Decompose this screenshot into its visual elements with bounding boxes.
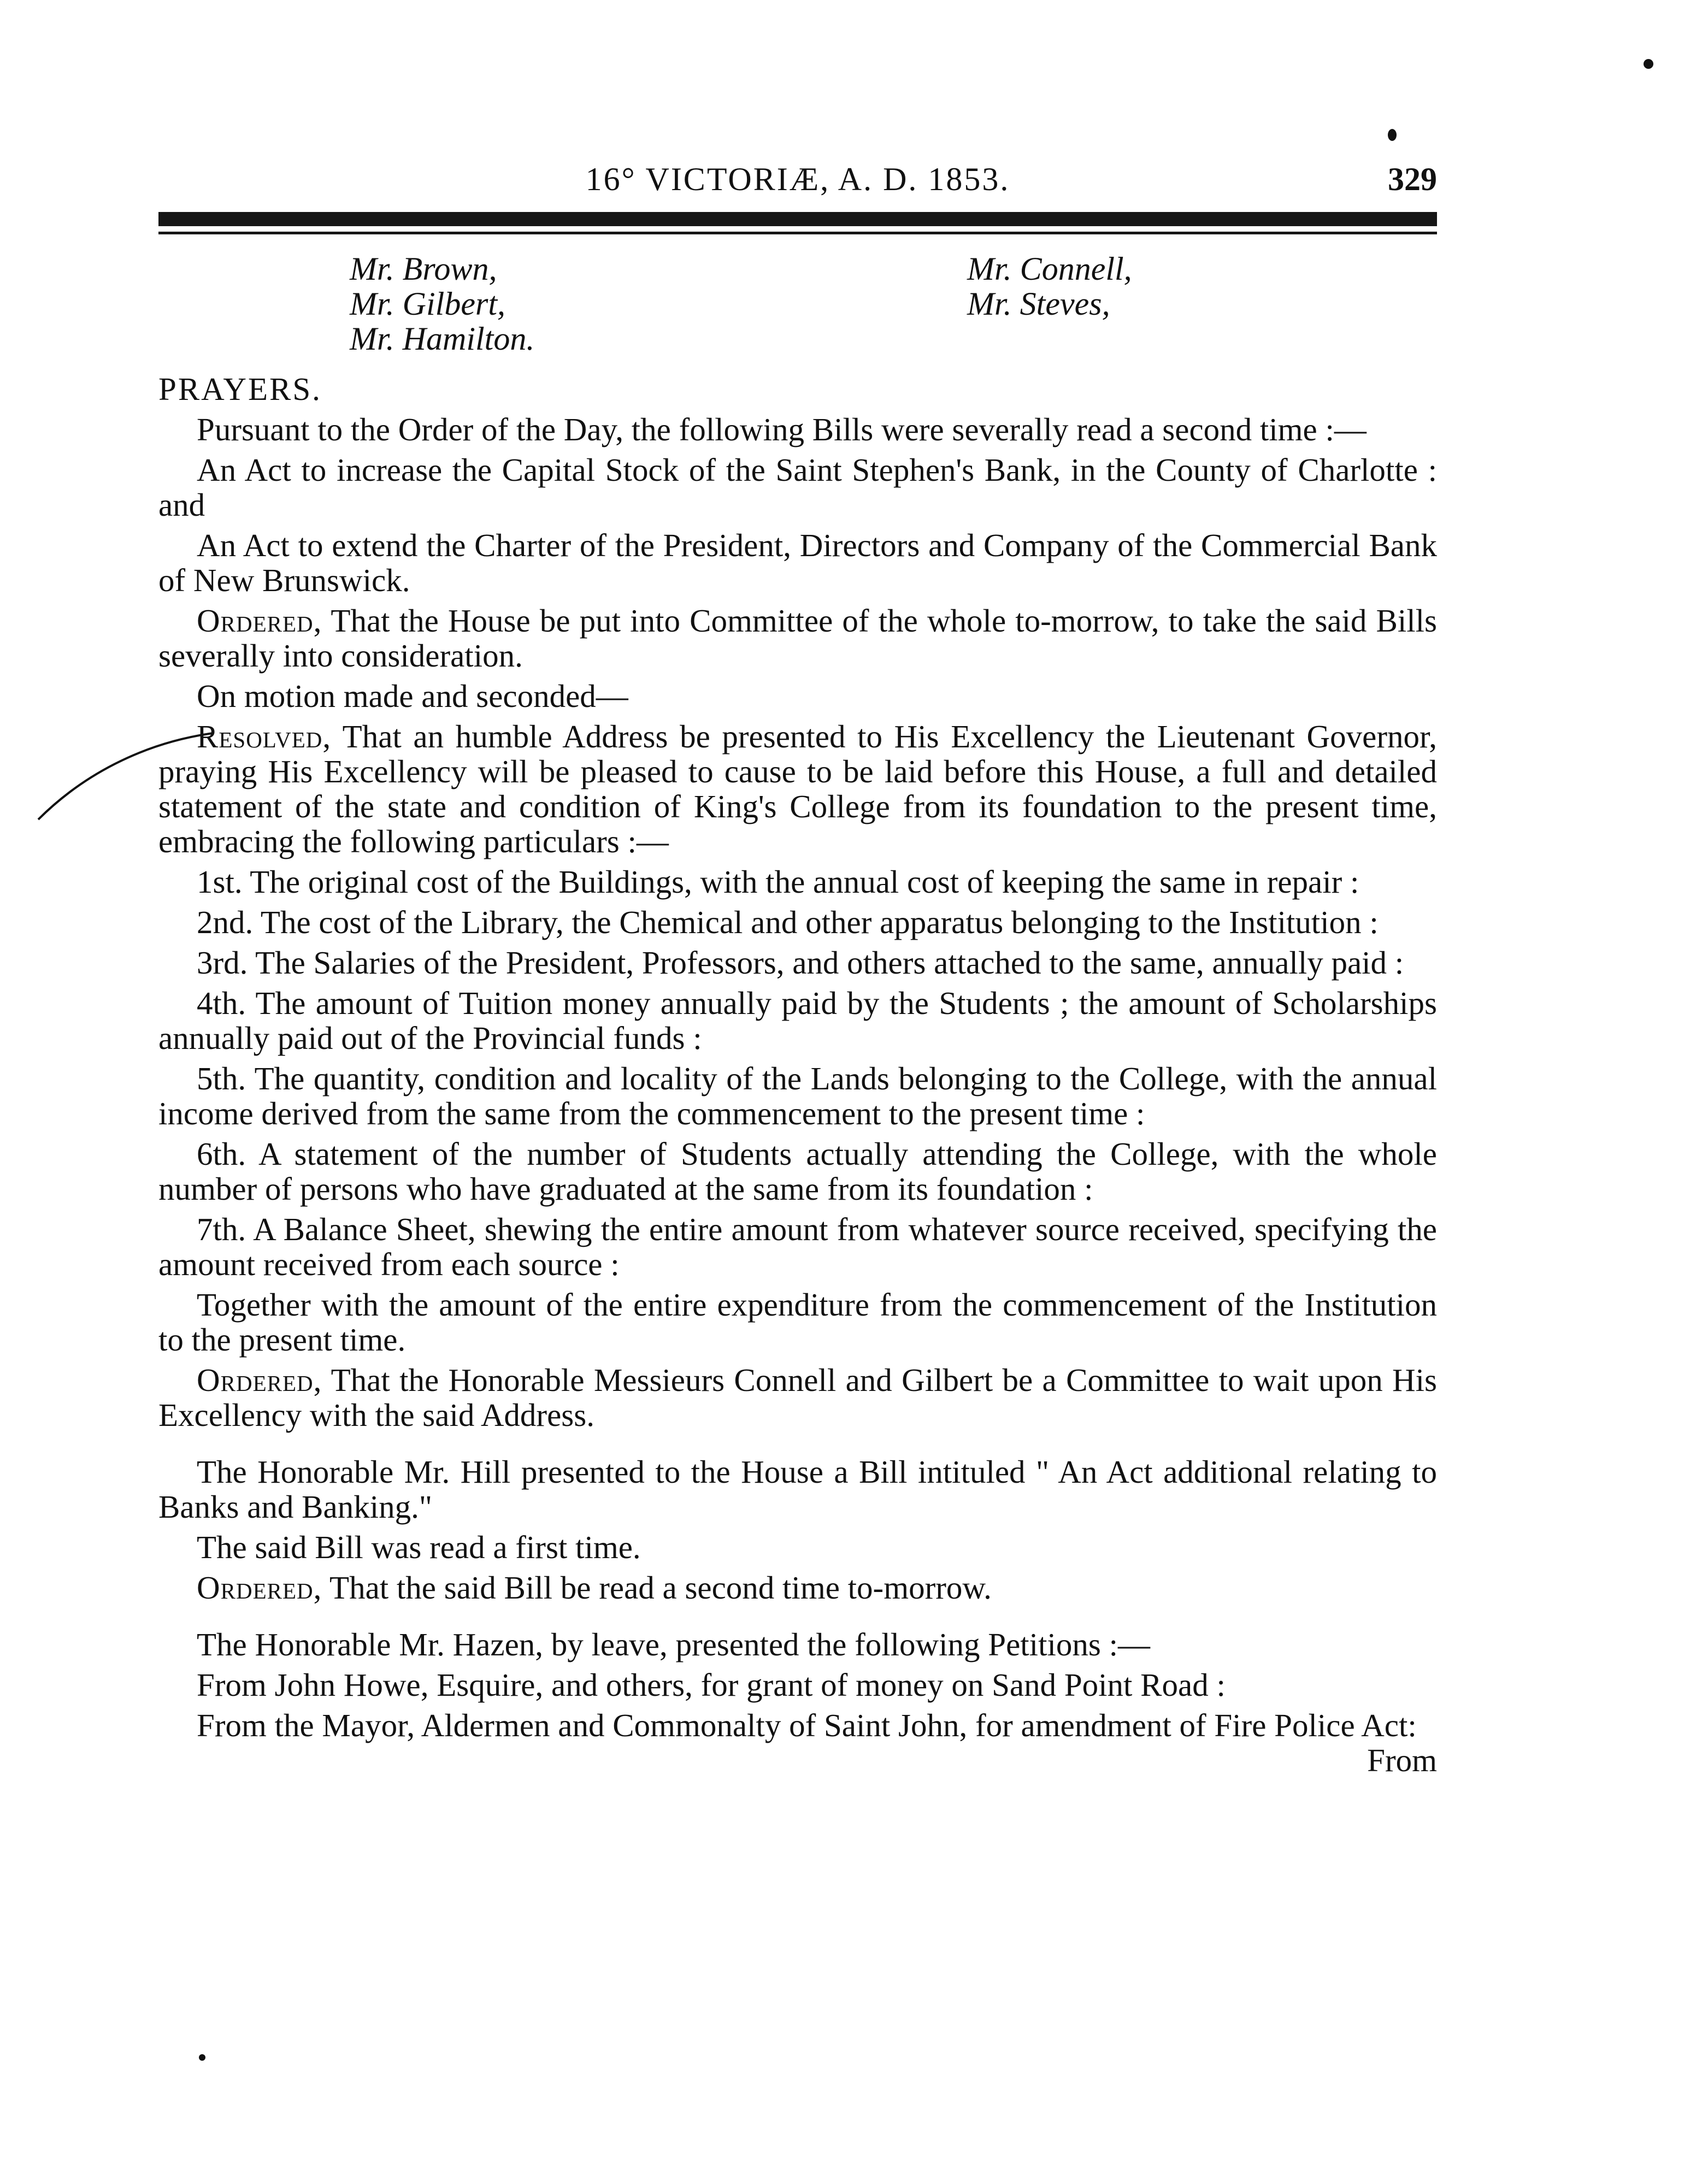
members-list-right xyxy=(967,251,1132,321)
member-name: Mr. Connell, xyxy=(967,251,1132,287)
list-item: 4th. The amount of Tuition money annually paid by the Students ; the amount of Scholarships annually paid out of the Provincial funds : xyxy=(158,985,1437,1056)
paragraph: The Honorable Mr. Hazen, by leave, presented the following Petitions :— xyxy=(197,1626,1150,1662)
paragraph-text: From the Mayor, Aldermen and Commonalty of Saint John, for amendment of Fire Police Act: xyxy=(197,1707,1417,1743)
paragraph: An Act to extend the Charter of the President, Directors and Company of the Commercial Bank of New Brunswick. xyxy=(158,527,1437,598)
ordered-label: Ordered, xyxy=(197,1362,322,1398)
member-name: Mr. Hamilton. xyxy=(350,321,535,357)
ordered-label: Ordered, xyxy=(197,1570,322,1606)
page-number: 329 xyxy=(1388,161,1437,197)
running-head xyxy=(158,157,1437,201)
paragraph: An Act to increase the Capital Stock of the Saint Stephen's Bank, in the County of Charlotte : and xyxy=(158,452,1437,523)
section-heading-prayers: PRAYERS. xyxy=(158,371,322,407)
list-item: 7th. A Balance Sheet, shewing the entire amount from whatever source received, specifying the amount received from each source : xyxy=(158,1211,1437,1282)
stray-dot-top-right xyxy=(1644,59,1653,69)
resolved-label: Resolved, xyxy=(197,718,332,754)
paragraph-text: That an humble Address be presented to His Excellency the Lieutenant Governor, praying His Excellency will be pleased to cause to be laid before this House, a full and detailed statement of the state and condition of King's College from its foundation to the present time, embracing the following particulars :— xyxy=(158,718,1437,859)
member-name: Mr. Brown, xyxy=(350,251,497,287)
list-item: 5th. The quantity, condition and locality of the Lands belonging to the College, with the annual income derived from the same from the commencement to the present time : xyxy=(158,1060,1437,1131)
paragraph: On motion made and seconded— xyxy=(197,678,628,714)
ordered-label: Ordered, xyxy=(197,603,322,639)
paragraph-text: That the said Bill be read a second time to-morrow. xyxy=(322,1570,992,1606)
list-item: 1st. The original cost of the Buildings, with the annual cost of keeping the same in repair : xyxy=(197,864,1359,900)
paragraph xyxy=(158,1363,1437,1432)
paragraph: Together with the amount of the entire expenditure from the commencement of the Institution to the present time. xyxy=(158,1287,1437,1358)
body-text xyxy=(158,372,1437,1783)
list-item: 2nd. The cost of the Library, the Chemical and other apparatus belonging to the Institution : xyxy=(197,904,1379,940)
catchword: From xyxy=(1367,1742,1437,1778)
paragraph: From John Howe, Esquire, and others, for grant of money on Sand Point Road : xyxy=(197,1667,1226,1703)
running-head-title: 16° VICTORIÆ, A. D. 1853. xyxy=(585,161,1010,197)
header-rule-thin xyxy=(158,232,1437,234)
members-list-left xyxy=(350,251,534,356)
paragraph-text: That the Honorable Messieurs Connell and Gilbert be a Committee to wait upon His Excellency with the said Address. xyxy=(158,1362,1437,1433)
member-name: Mr. Gilbert, xyxy=(350,286,505,322)
paragraph xyxy=(158,603,1437,673)
paragraph: Pursuant to the Order of the Day, the following Bills were severally read a second time :— xyxy=(197,411,1367,447)
stray-dot-header xyxy=(1388,129,1397,141)
paragraph xyxy=(158,1708,1437,1778)
paragraph-text: That the House be put into Committee of the whole to-morrow, to take the said Bills severally into consideration. xyxy=(158,603,1437,674)
list-item: 6th. A statement of the number of Students actually attending the College, with the whole number of persons who have graduated at the same from its foundation : xyxy=(158,1136,1437,1207)
paragraph xyxy=(158,719,1437,859)
stray-dot-bottom-left xyxy=(199,2054,205,2061)
paragraph: The Honorable Mr. Hill presented to the House a Bill intituled " An Act additional relating to Banks and Banking." xyxy=(158,1454,1437,1525)
paragraph: The said Bill was read a first time. xyxy=(197,1529,641,1565)
list-item: 3rd. The Salaries of the President, Professors, and others attached to the same, annually paid : xyxy=(197,945,1404,981)
paragraph xyxy=(158,1570,1437,1605)
header-rule-thick xyxy=(158,212,1437,226)
member-name: Mr. Steves, xyxy=(967,286,1110,322)
